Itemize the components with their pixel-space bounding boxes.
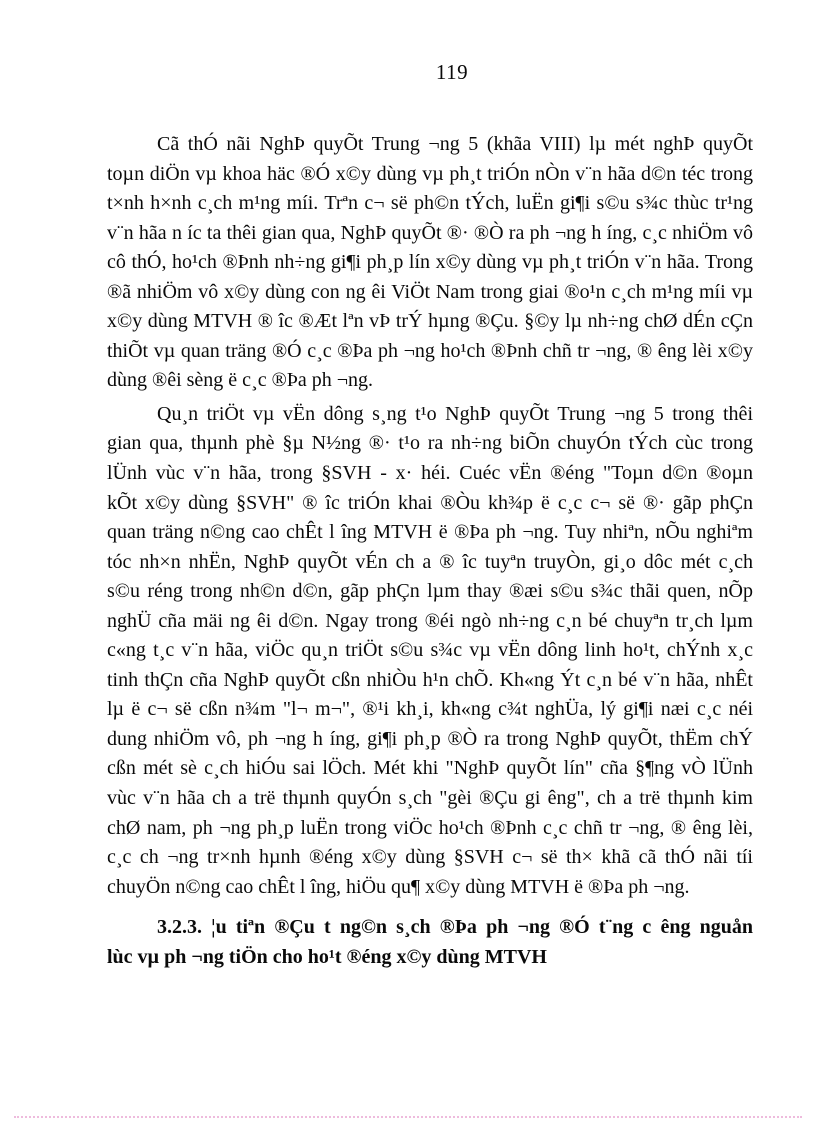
text-line: x©y dùng MTVH ® îc ®Æt lªn vÞ trÝ hµng ®Çu. §©y lµ nh÷ng chØ dÉn cÇn [107, 310, 753, 333]
text-line: quan träng n©ng cao chÊt l îng MTVH ë ®Þa ph ¬ng. Tuy nhiªn, nÕu nghiªm [107, 521, 753, 544]
text-line: cßn mét sè c¸ch hiÓu sai lÖch. Mét khi "NghÞ quyÕt lín" cña §¶ng vÒ lÜnh [107, 757, 753, 780]
text-line: cô thÓ, ho¹ch ®Þnh nh÷ng gi¶i ph¸p lín x©y dùng vµ ph¸t triÓn v¨n hãa. Trong [107, 251, 753, 274]
text-line: toµn diÖn vµ khoa häc ®Ó x©y dùng vµ ph¸t triÓn nÒn v¨n hãa d©n téc trong [107, 162, 753, 185]
section-heading [107, 913, 753, 972]
text-line: dùng ®êi sèng ë c¸c ®Þa ph ¬ng. [107, 369, 374, 392]
text-line: v¨n hãa n íc ta thêi gian qua, NghÞ quyÕt ®· ®Ò ra ph ¬ng h íng, c¸c nhiÖm vô [107, 221, 753, 244]
page-number: 119 [435, 60, 469, 84]
text-line: gian qua, thµnh phè §µ N½ng ®· t¹o ra nh÷ng biÕn chuyÓn tÝch cùc trong [107, 432, 753, 455]
text-line: c«ng t¸c v¨n hãa, viÖc qu¸n triÖt s©u s¾c vµ vËn dông linh ho¹t, chÝnh x¸c [107, 639, 753, 662]
text-line: chuyÖn n©ng cao chÊt l îng, hiÖu qu¶ x©y dùng MTVH ë ®Þa ph ¬ng. [107, 875, 690, 898]
text-line: thiÕt vµ quan träng ®Ó c¸c ®Þa ph ¬ng ho¹ch ®Þnh chñ tr ¬ng, ® êng lèi x©y [107, 339, 753, 362]
text-line: tinh thÇn cña NghÞ quyÕt cßn nhiÒu h¹n chÕ. Kh«ng Ýt c¸n bé v¨n hãa, nhÊt [107, 668, 753, 691]
text-line: vùc v¨n hãa ch a trë thµnh quyÓn s¸ch "gèi ®Çu gi êng", ch a trë thµnh kim [107, 787, 753, 810]
text-line: 3.2.3. ¦u tiªn ®Çu t ng©n s¸ch ®Þa ph ¬ng ®Ó t¨ng c êng nguån [157, 916, 753, 939]
paragraph-1 [107, 130, 753, 396]
text-line: t×nh h×nh c¸ch m¹ng míi. Trªn c¬ së ph©n tÝch, luËn gi¶i s©u s¾c thùc tr¹ng [107, 192, 753, 215]
paragraph-2 [107, 400, 753, 902]
text-line: ®ã nhiÖm vô x©y dùng con ng êi ViÖt Nam trong giai ®o¹n c¸ch m¹ng míi vµ [107, 280, 753, 303]
text-line: Cã thÓ nãi NghÞ quyÕt Trung ¬ng 5 (khãa VIII) lµ mét nghÞ quyÕt [157, 133, 753, 155]
text-line: nghÜ cña mäi ng êi d©n. Ngay trong ®éi ngò nh÷ng c¸n bé chuyªn tr¸ch lµm [107, 609, 753, 632]
document-body [107, 130, 753, 972]
text-line: c¸c ch ¬ng tr×nh hµnh ®éng x©y dùng §SVH c¬ së th× khã cã thÓ nãi tíi [107, 846, 753, 869]
text-line: lµ ë c¬ së cßn n¾m "l¬ m¬", ®¹i kh¸i, kh«ng c¾t nghÜa, lý gi¶i næi c¸c néi [107, 698, 753, 721]
text-line: tóc nh×n nhËn, NghÞ quyÕt vÉn ch a ® îc tuyªn truyÒn, gi¸o dôc mét c¸ch [107, 550, 753, 573]
text-line: Qu¸n triÖt vµ vËn dông s¸ng t¹o NghÞ quyÕt Trung ¬ng 5 trong thêi [157, 402, 753, 425]
text-line: lÜnh vùc v¨n hãa, trong §SVH - x· héi. Cuéc vËn ®éng "Toµn d©n ®oµn [107, 462, 753, 485]
text-line: kÕt x©y dùng §SVH" ® îc triÓn khai ®Òu kh¾p ë c¸c c¬ së ®· gãp phÇn [107, 491, 753, 514]
text-line: dung nhiÖm vô, ph ¬ng h íng, gi¶i ph¸p ®Ò ra trong NghÞ quyÕt, thËm chÝ [107, 727, 753, 750]
text-line: lùc vµ ph ¬ng tiÖn cho ho¹t ®éng x©y dùng MTVH [107, 945, 547, 968]
text-line: chØ nam, ph ¬ng ph¸p luËn trong viÖc ho¹ch ®Þnh c¸c chñ tr ¬ng, ® êng lèi, [107, 816, 753, 839]
page-bottom-dotted-line [14, 1116, 802, 1118]
text-line: s©u réng trong nh©n d©n, gãp phÇn lµm thay ®æi s©u s¾c thãi quen, nÕp [107, 580, 753, 603]
